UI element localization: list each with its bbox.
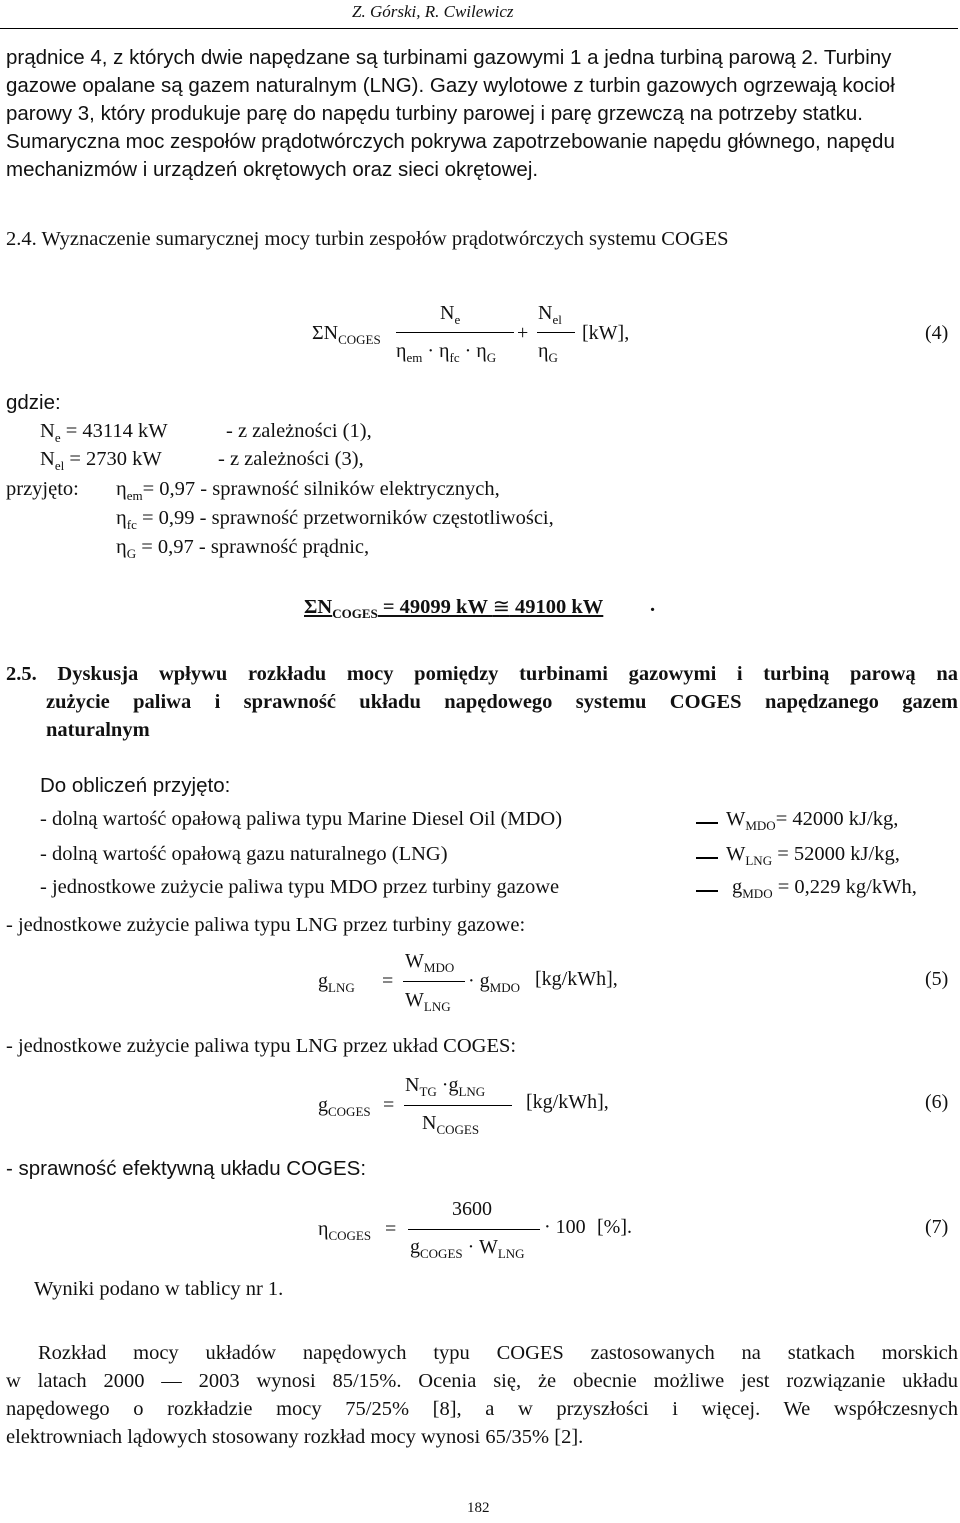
eq7-numerator: 3600 — [452, 1198, 492, 1220]
eq4-lhs: $\Sigma N_{COGES}$ — [312, 322, 381, 347]
eq6-fraction-bar — [404, 1105, 512, 1106]
intro-line: mechanizmów i urządzeń okrętowych oraz sieci okrętowej. — [6, 158, 539, 181]
eq7-unit: [%]. — [597, 1216, 632, 1238]
eq5-numerator: $W_{MDO}$ — [405, 950, 455, 975]
assumption-item: - dolną wartość opałową gazu naturalnego (LNG) — [40, 843, 448, 865]
eq6-number: (6) — [925, 1091, 949, 1113]
result-end: . — [650, 594, 656, 616]
lng-item: - jednostkowe zużycie paliwa typu LNG przez turbiny gazowe: — [6, 914, 526, 936]
results-note: Wyniki podano w tablicy nr 1. — [34, 1278, 284, 1300]
eq4-unit: [kW], — [582, 322, 630, 344]
where-ne: $N_e = 43114$ kW — [40, 420, 168, 445]
eq4-plus: + — [517, 322, 529, 344]
eq7-lhs: $\eta_{COGES}$ — [318, 1218, 372, 1243]
eq6-equals: = — [383, 1094, 395, 1116]
intro-line: Sumaryczna moc zespołów prądotwórczych pokrywa zapotrzebowanie napędu głównego, napędu — [6, 130, 895, 153]
intro-line: gazowe opalane są gazem naturalnym (LNG). Gazy wylotowe z turbin gazowych ogrzewają kocioł — [6, 74, 895, 97]
section-heading: 2.4. Wyznaczenie sumarycznej mocy turbin zespołów prądotwórczych systemu COGES — [6, 228, 729, 250]
assumption-dash — [696, 822, 718, 824]
closing-line: w latach 2000 — 2003 wynosi 85/15%. Ocenia się, że obecnie możliwe jest rozwiązanie układu — [6, 1370, 958, 1392]
assumption-item: - dolną wartość opałową paliwa typu Marine Diesel Oil (MDO) — [40, 808, 563, 830]
assumption-item: - jednostkowe zużycie paliwa typu MDO przez turbiny gazowe — [40, 876, 560, 898]
page-number: 182 — [467, 1500, 490, 1516]
eq7-fraction-bar — [408, 1229, 540, 1230]
intro-line: parowy 3, który produkuje parę do napędu turbiny parowej i parę grzewczą na potrzeby statku. — [6, 102, 863, 125]
assumption-value: $W_{LNG} = 52000$ kJ/kg, — [726, 843, 900, 868]
assumption-dash — [696, 857, 718, 859]
closing-line: napędowego o rozkładzie mocy 75/25% [8], a w przyszłości i więcej. We współczesnych — [6, 1398, 958, 1420]
closing-line: Rozkład mocy układów napędowych typu COGES zastosowanych na statkach morskich — [38, 1342, 958, 1364]
assumed-label: przyjęto: — [6, 478, 79, 500]
result-equation: $\Sigma N_{COGES} = 49099$ kW ≅ 49100 kW — [304, 596, 604, 621]
running-header: Z. Górski, R. Cwilewicz — [352, 2, 514, 21]
eq4-denominator-2: $\eta_G$ — [538, 340, 558, 365]
where-ne-dep: - z zależności (1), — [226, 420, 372, 442]
eq7-number: (7) — [925, 1216, 949, 1238]
assumption-value: $g_{MDO} = 0,229$ kg/kWh, — [732, 876, 917, 901]
closing-line: elektrowniach lądowych stosowany rozkład mocy wynosi 65/35% [2]. — [6, 1426, 584, 1448]
efficiency-item: - sprawność efektywną układu COGES: — [6, 1157, 367, 1180]
eq5-denominator: $W_{LNG}$ — [405, 989, 451, 1014]
eq4-denominator-1: $\eta_{em} \cdot \eta_{fc} \cdot \eta_G$ — [396, 340, 497, 365]
eq7-denominator: $g_{COGES} \cdot W_{LNG}$ — [410, 1236, 525, 1261]
eq6-numerator: $N_{TG} \cdot g_{LNG}$ — [405, 1074, 486, 1099]
assumptions-intro: Do obliczeń przyjęto: — [40, 774, 231, 797]
eq5-fraction-bar — [403, 981, 465, 982]
eq6-unit: [kg/kWh], — [526, 1091, 609, 1113]
eq6-lhs: $g_{COGES}$ — [318, 1094, 371, 1119]
where-eta-em: $\eta_{em}= 0,97$ - sprawność silników elektrycznych, — [116, 478, 500, 503]
section-heading-cont: naturalnym — [46, 719, 150, 741]
eq4-fraction-bar-1 — [396, 332, 514, 333]
coges-item: - jednostkowe zużycie paliwa typu LNG przez układ COGES: — [6, 1035, 517, 1057]
eq4-numerator-1: $N_e$ — [440, 302, 461, 327]
eq4-fraction-bar-2 — [537, 332, 575, 333]
section-heading: 2.5. Dyskusja wpływu rozkładu mocy pomiędzy turbinami gazowymi i turbiną parową na — [6, 663, 958, 685]
eq5-unit: [kg/kWh], — [535, 968, 618, 990]
eq5-number: (5) — [925, 968, 949, 990]
eq4-number: (4) — [925, 322, 949, 344]
where-nel-dep: - z zależności (3), — [218, 448, 364, 470]
eq5-factor: · $g_{MDO}$ — [468, 970, 521, 995]
assumption-value: $W_{MDO}= 42000$ kJ/kg, — [726, 808, 899, 833]
where-eta-g: $\eta_G = 0,97$ - sprawność prądnic, — [116, 536, 370, 561]
eq5-equals: = — [382, 970, 394, 992]
where-nel: $N_{el} = 2730$ kW — [40, 448, 162, 473]
header-rule — [0, 28, 958, 29]
assumption-dash — [696, 890, 718, 892]
section-heading-cont: zużycie paliwa i sprawność układu napędowego systemu COGES napędzanego gazem — [46, 691, 958, 713]
eq7-multiplier: · 100 — [544, 1216, 586, 1238]
where-eta-fc: $\eta_{fc} = 0,99$ - sprawność przetworników częstotliwości, — [116, 507, 554, 532]
eq5-lhs: $g_{LNG}$ — [318, 970, 355, 995]
eq6-denominator: $N_{COGES}$ — [422, 1112, 480, 1137]
eq4-numerator-2: $N_{el}$ — [538, 302, 562, 327]
where-label: gdzie: — [6, 391, 61, 414]
intro-line: prądnice 4, z których dwie napędzane są turbinami gazowymi 1 a jedna turbiną parową 2. Turbiny — [6, 46, 892, 69]
eq7-equals: = — [385, 1218, 397, 1240]
